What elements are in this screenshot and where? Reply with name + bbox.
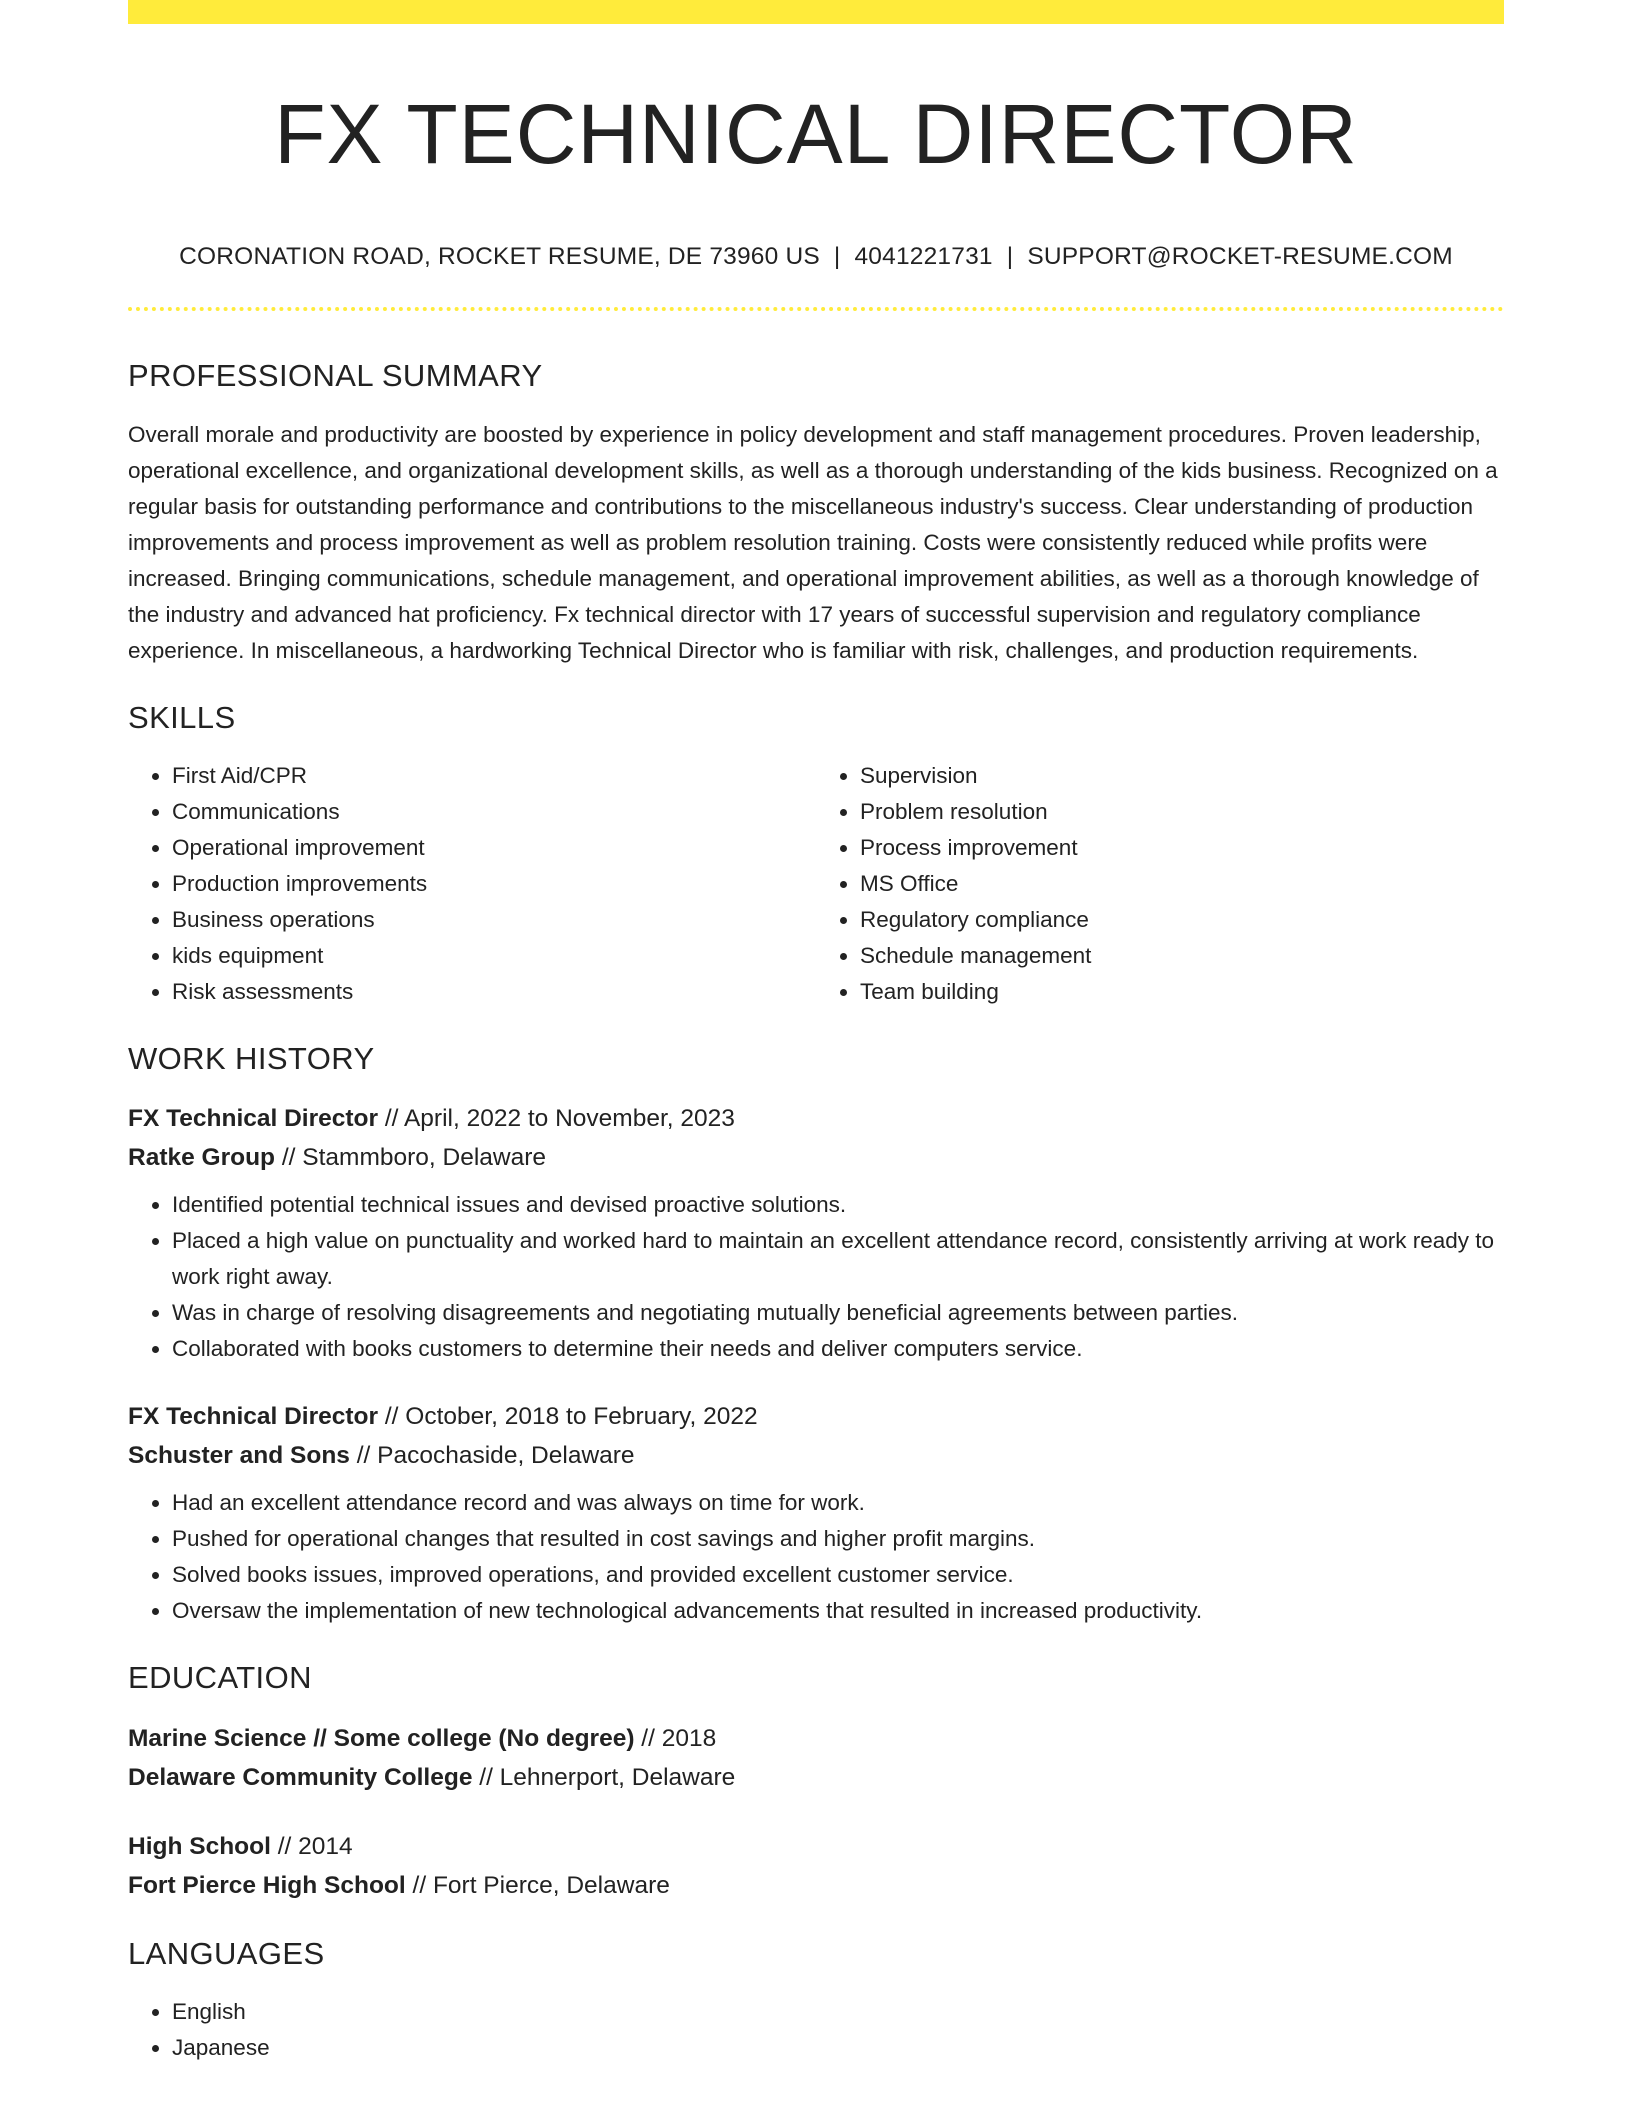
education-section xyxy=(128,1659,1504,1904)
education-year: // 2018 xyxy=(634,1724,717,1752)
skill-item: • Risk assessments xyxy=(172,974,816,1010)
skill-item: • kids equipment xyxy=(172,938,816,974)
work-history-heading: WORK HISTORY xyxy=(128,1041,375,1077)
skills-heading: SKILLS xyxy=(128,699,236,735)
dotted-divider xyxy=(128,307,1504,311)
job-title-line xyxy=(128,1397,1504,1436)
education-entry xyxy=(128,1719,1504,1797)
job-entry xyxy=(128,1099,1504,1367)
skills-left-list xyxy=(128,758,816,1010)
job-bullet: • Had an excellent attendance record and was always on time for work. xyxy=(172,1485,1504,1521)
education-year: // 2014 xyxy=(270,1832,353,1860)
skill-item: • Supervision xyxy=(860,758,1504,794)
job-location: // Pacochaside, Delaware xyxy=(349,1442,635,1470)
skill-item: • Communications xyxy=(172,794,816,830)
skill-item: • Production improvements xyxy=(172,866,816,902)
education-school: Fort Pierce High School xyxy=(128,1871,406,1899)
education-heading: EDUCATION xyxy=(128,1660,312,1696)
education-entry xyxy=(128,1827,1504,1905)
skill-item: • Operational improvement xyxy=(172,830,816,866)
work-history-section xyxy=(128,1040,1504,1629)
job-bullet: • Placed a high value on punctuality and worked hard to maintain an excellent attendance record, consistently arriving at work ready to work right away. xyxy=(172,1223,1504,1295)
contact-phone: 4041221731 xyxy=(854,242,993,270)
job-company: Ratke Group xyxy=(128,1144,276,1172)
contact-email: SUPPORT@ROCKET-RESUME.COM xyxy=(1027,242,1453,270)
education-school-line xyxy=(128,1758,1504,1797)
skills-columns xyxy=(128,758,1504,1010)
skill-item: • MS Office xyxy=(860,866,1504,902)
contact-separator: | xyxy=(833,242,841,270)
job-company-line xyxy=(128,1138,1504,1177)
education-location: // Lehnerport, Delaware xyxy=(472,1763,736,1791)
job-dates: // October, 2018 to February, 2022 xyxy=(378,1403,758,1431)
job-location: // Stammboro, Delaware xyxy=(275,1144,546,1172)
summary-text: Overall morale and productivity are boosted by experience in policy development and staff management procedures. Proven leadership, operational excellence, and organizational development skills, as well as a thorough understanding of the kids business. Recognized on a regular basis for outstanding performance and contributions to the miscellaneous industry's success. Clear understanding of production improvements and process improvement as well as problem resolution training. Costs were consistently reduced while profits were increased. Bringing communications, schedule management, and operational improvement abilities, as well as a thorough knowledge of the industry and advanced hat proficiency. Fx technical director with 17 years of successful supervision and regulatory compliance experience. In miscellaneous, a hardworking Technical Director who is familiar with risk, challenges, and production requirements. xyxy=(128,421,1498,663)
skill-item: • Problem resolution xyxy=(860,794,1504,830)
job-bullet: • Identified potential technical issues and devised proactive solutions. xyxy=(172,1187,1504,1223)
job-bullet: • Oversaw the implementation of new technological advancements that resulted in increased productivity. xyxy=(172,1593,1504,1629)
summary-heading: PROFESSIONAL SUMMARY xyxy=(128,357,543,393)
contact-separator: | xyxy=(1006,242,1014,270)
education-degree: High School xyxy=(128,1832,271,1860)
job-bullet: • Collaborated with books customers to determine their needs and deliver computers service. xyxy=(172,1331,1504,1367)
languages-heading: LANGUAGES xyxy=(128,1935,325,1971)
contact-line xyxy=(128,243,1504,271)
job-company: Schuster and Sons xyxy=(128,1442,350,1470)
job-title: FX Technical Director xyxy=(128,1105,379,1133)
education-degree-line xyxy=(128,1827,1504,1866)
accent-top-bar xyxy=(128,0,1504,24)
job-dates: // April, 2022 to November, 2023 xyxy=(378,1105,735,1133)
job-bullet: • Solved books issues, improved operations, and provided excellent customer service. xyxy=(172,1557,1504,1593)
resume-name: FX TECHNICAL DIRECTOR xyxy=(274,87,1358,181)
language-item: • English xyxy=(172,1994,1504,2030)
skills-right-list xyxy=(816,758,1504,1010)
languages-section xyxy=(128,1935,1504,2066)
education-location: // Fort Pierce, Delaware xyxy=(405,1871,670,1899)
job-bullet: • Was in charge of resolving disagreements and negotiating mutually beneficial agreements between parties. xyxy=(172,1295,1504,1331)
skill-item: • Process improvement xyxy=(860,830,1504,866)
resume-page xyxy=(128,0,1504,2066)
job-company-line xyxy=(128,1436,1504,1475)
education-school-line xyxy=(128,1866,1504,1905)
languages-list xyxy=(128,1994,1504,2066)
language-item: • Japanese xyxy=(172,2030,1504,2066)
job-bullets xyxy=(128,1485,1504,1629)
skills-section xyxy=(128,699,1504,1010)
education-school: Delaware Community College xyxy=(128,1763,473,1791)
skill-item: • Team building xyxy=(860,974,1504,1010)
skill-item: • Business operations xyxy=(172,902,816,938)
job-title: FX Technical Director xyxy=(128,1403,379,1431)
contact-address: CORONATION ROAD, ROCKET RESUME, DE 73960 US xyxy=(179,242,820,270)
skill-item: • Regulatory compliance xyxy=(860,902,1504,938)
job-title-line xyxy=(128,1099,1504,1138)
job-entry xyxy=(128,1397,1504,1629)
job-bullets xyxy=(128,1187,1504,1367)
job-bullet: • Pushed for operational changes that resulted in cost savings and higher profit margins. xyxy=(172,1521,1504,1557)
education-degree-line xyxy=(128,1719,1504,1758)
skill-item: • First Aid/CPR xyxy=(172,758,816,794)
summary-section xyxy=(128,357,1504,669)
skill-item: • Schedule management xyxy=(860,938,1504,974)
education-degree: Marine Science // Some college (No degree) xyxy=(128,1724,635,1752)
